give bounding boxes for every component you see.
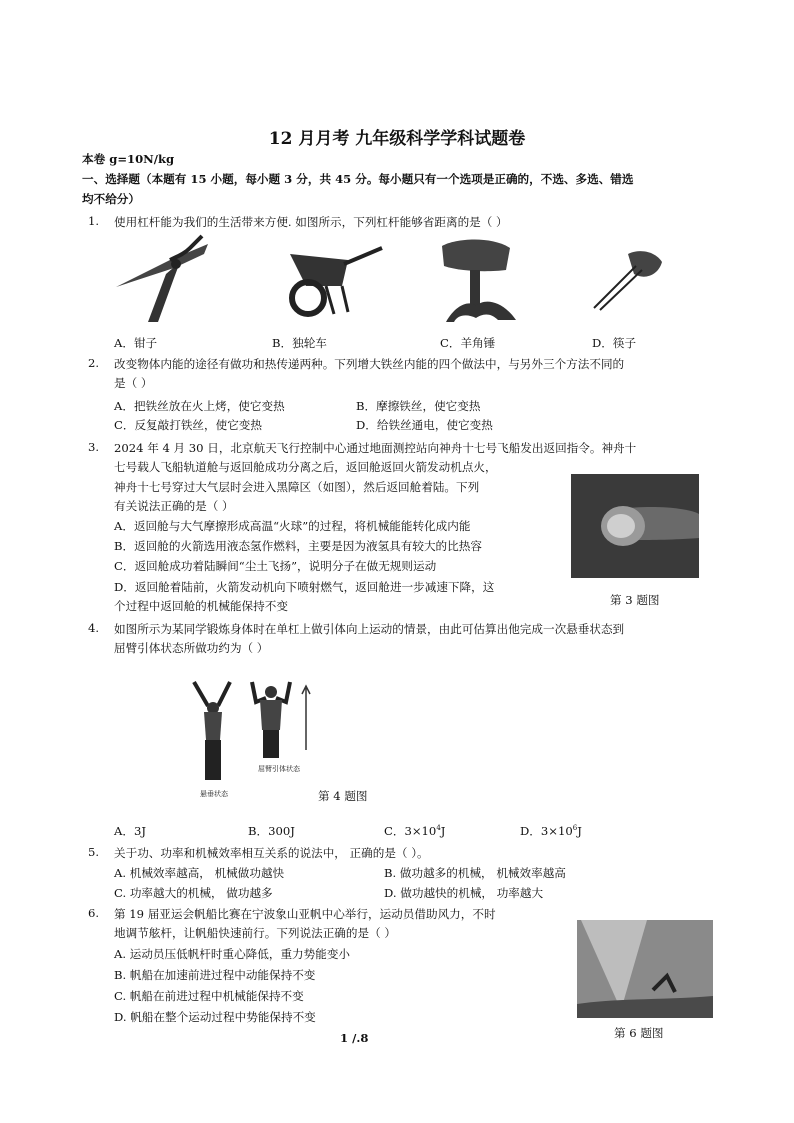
pull-up-figure bbox=[188, 680, 322, 788]
q1-option-b: B．独轮车 bbox=[272, 336, 327, 350]
q3-option-b: B．返回舱的火箭选用液态氢作燃料，主要是因为液氢具有较大的比热容 bbox=[114, 539, 482, 553]
q3-figure-caption: 第 3 题图 bbox=[610, 593, 660, 607]
q2-stem-cont: 是（ ） bbox=[114, 376, 153, 390]
q3-line-4: 有关说法正确的是（ ） bbox=[114, 499, 234, 513]
page-number: 1 /.8 bbox=[340, 1031, 369, 1045]
q4-number: 4. bbox=[88, 621, 100, 635]
hanging-label: 悬垂状态 bbox=[200, 790, 228, 798]
q3-line-3: 神舟十七号穿过大气层时会进入黑障区（如图），然后返回舱着陆。下列 bbox=[114, 480, 480, 494]
q4-option-c: C．$3\times 10^4J$ bbox=[384, 824, 446, 838]
q1-option-a: A．钳子 bbox=[114, 336, 158, 350]
q2-option-d: D．给铁丝通电，使它变热 bbox=[356, 418, 493, 432]
claw-hammer-icon bbox=[436, 236, 520, 328]
q1-number: 1. bbox=[88, 214, 100, 228]
q4-figure-caption: 第 4 题图 bbox=[318, 789, 368, 803]
q5-option-c: C. 功率越大的机械， 做功越多 bbox=[114, 886, 273, 900]
pliers-icon bbox=[108, 232, 216, 324]
pull-up-label: 屈臂引体状态 bbox=[258, 765, 300, 773]
q4-line-1: 如图所示为某同学锻炼身体时在单杠上做引体向上运动的情景，由此可估算出他完成一次悬垂状态到 bbox=[114, 622, 625, 636]
q5-number: 5. bbox=[88, 845, 100, 859]
q3-option-d: D．返回舱着陆前，火箭发动机向下喷射燃气，返回舱进一步减速下降，这 bbox=[114, 580, 495, 594]
q3-number: 3. bbox=[88, 440, 100, 454]
q1-option-c: C．羊角锤 bbox=[440, 336, 496, 350]
sailboat-photo bbox=[577, 920, 713, 1018]
page-title: 12 月月考 九年级科学学科试题卷 bbox=[268, 129, 526, 149]
chopsticks-icon bbox=[588, 246, 668, 312]
q6-option-d: D. 帆船在整个运动过程中势能保持不变 bbox=[114, 1010, 316, 1024]
q2-number: 2. bbox=[88, 356, 100, 370]
q2-option-a: A．把铁丝放在火上烤，使它变热 bbox=[114, 399, 285, 413]
q1-stem: 使用杠杆能为我们的生活带来方便. 如图所示，下列杠杆能够省距离的是（ ） bbox=[114, 215, 508, 229]
q6-figure-caption: 第 6 题图 bbox=[614, 1026, 664, 1040]
q4-option-d: D．$3\times 10^6J$ bbox=[520, 824, 582, 838]
q3-option-c: C．返回舱成功着陆瞬间“尘土飞扬”，说明分子在做无规则运动 bbox=[114, 559, 437, 573]
section-heading-cont: 均不给分） bbox=[82, 192, 140, 206]
q6-option-c: C. 帆船在前进过程中机械能保持不变 bbox=[114, 989, 304, 1003]
q1-option-d: D．筷子 bbox=[592, 336, 637, 350]
g-note: 本卷 g=10N/kg bbox=[82, 152, 175, 166]
wheelbarrow-icon bbox=[286, 240, 386, 320]
q2-stem: 改变物体内能的途径有做功和热传递两种。下列增大铁丝内能的四个做法中，与另外三个方法不同的 bbox=[114, 357, 625, 371]
q5-option-b: B. 做功越多的机械， 机械效率越高 bbox=[384, 866, 566, 880]
q3-option-d-cont: 个过程中返回舱的机械能保持不变 bbox=[114, 599, 288, 613]
q3-line-1: 2024 年 4 月 30 日，北京航天飞行控制中心通过地面测控站向神舟十七号飞船发出返回指令。神舟十 bbox=[114, 441, 637, 455]
q6-line-2: 地调节舷杆，让帆船快速前行。下列说法正确的是（ ） bbox=[114, 926, 396, 940]
q4-option-a: A．3J bbox=[114, 824, 146, 838]
q3-option-a: A．返回舱与大气摩擦形成高温“火球”的过程，将机械能能转化成内能 bbox=[114, 519, 471, 533]
q4-line-2: 屈臂引体状态所做功约为（ ） bbox=[114, 641, 269, 655]
q5-option-a: A. 机械效率越高， 机械做功越快 bbox=[114, 866, 285, 880]
q4-option-b: B．300J bbox=[248, 824, 295, 838]
q3-line-2: 七号载人飞船轨道舱与返回舱成功分离之后，返回舱返回火箭发动机点火， bbox=[114, 460, 497, 474]
q6-option-b: B. 帆船在加速前进过程中动能保持不变 bbox=[114, 968, 316, 982]
q6-option-a: A. 运动员压低帆杆时重心降低，重力势能变小 bbox=[114, 947, 351, 961]
q5-option-d: D. 做功越快的机械， 功率越大 bbox=[384, 886, 544, 900]
reentry-capsule-photo bbox=[571, 474, 699, 578]
q6-line-1: 第 19 届亚运会帆船比赛在宁波象山亚帆中心举行，运动员借助风力，不时 bbox=[114, 907, 496, 921]
q6-number: 6. bbox=[88, 906, 100, 920]
q2-option-b: B．摩擦铁丝，使它变热 bbox=[356, 399, 481, 413]
q5-stem: 关于功、功率和机械效率相互关系的说法中， 正确的是（ ）。 bbox=[114, 846, 429, 860]
section-heading: 一、选择题（本题有 15 小题，每小题 3 分，共 45 分。每小题只有一个选项是正确的，不选、多选、错选 bbox=[82, 172, 634, 186]
q2-option-c: C．反复敲打铁丝，使它变热 bbox=[114, 418, 262, 432]
